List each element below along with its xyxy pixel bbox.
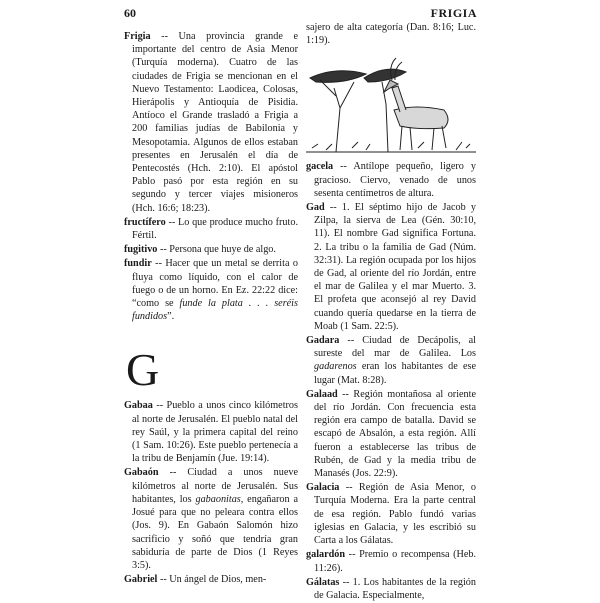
dictionary-entry (306, 576, 476, 602)
left-column (124, 30, 298, 587)
left-g-entries (124, 399, 298, 586)
entry-term: fundir (124, 258, 152, 270)
entry-italic-text: funde la plata . . . seréis fundidos (132, 298, 298, 323)
entry-definition: -- Ciudad a unos nueve kilómetros al norte de Jerusalén. Sus habitantes, los (132, 467, 298, 505)
tree-canopy-left (310, 71, 366, 83)
entry-term: Frigia (124, 31, 151, 42)
entry-term: Gabaón (124, 467, 159, 479)
entry-term: Galaad (306, 388, 338, 400)
entry-term: fructífero (124, 216, 166, 228)
dictionary-entry (124, 399, 298, 465)
dictionary-entry (306, 481, 476, 547)
entry-term: Gabriel (124, 574, 158, 586)
entry-definition: -- Persona que huye de algo. (157, 244, 276, 256)
gazelle-neck (392, 86, 406, 112)
entry-term: gacela (306, 161, 334, 173)
tree-canopy-right (364, 69, 406, 82)
dictionary-entry (306, 548, 476, 574)
entry-definition: -- Región de Asia Menor, o Turquía Moderna. Era la parte central de esa región. Pablo fundó varias iglesias en Galacia, y les escribió su Carta a los Gálatas. (314, 482, 476, 547)
entry-term: Gálatas (306, 576, 340, 588)
entry-definition-continued: ”. (167, 311, 175, 323)
entry-term: galardón (306, 549, 346, 561)
dictionary-entry (124, 466, 298, 572)
entry-definition: -- Región montañosa al oriente del río Jordán. Con frecuencia esta región era campo de batalla. David se escapó de Absalón, a esta región. Allí fueron a establecerse las tribus de Rubén, de Gad y la media tribu de Manasés (Jos. 22:9). (314, 388, 476, 480)
right-entries (306, 160, 476, 602)
entry-definition: -- Un ángel de Dios, men- (157, 574, 267, 586)
entry-definition-continued: engañaron a Josué para que no peleara contra ellos (Jos. 9). En Gabaón Salomón hizo sacrificio y soñó que tendría gran sabiduría de parte de Dios (1 Reyes 3:5). (132, 493, 298, 571)
tree-trunk-left (334, 88, 340, 152)
entry-definition: -- Ciudad de Decápolis, al sureste del mar de Galilea. Los (314, 335, 476, 360)
entry-italic-text: gadarenos (314, 361, 357, 373)
entry-definition: -- Pueblo a unos cinco kilómetros al norte de Jerusalén. El pueblo natal del rey Saúl, y la primera capital del reino (1 Sam. 10:26). Este pueblo pertenecía a la tribu de Benjamín (Jue. 19:14). (132, 400, 298, 465)
entry-definition: -- 1. El séptimo hijo de Jacob y Zilpa, la sierva de Lea (Gén. 30:10, 11). El nombre Gad significa Fortuna. 2. La tribu o la familia de Gad (Núm. 32:31). La región ocupada por los hijos de Gad, al oriente del río Jordán, entre el mar de Galilea y el mar Muerto. 3. El profeta que aconsejó al rey David cuando quería quedarse en la tierra de Moab (1 Sam. 22:5). (314, 202, 476, 332)
dictionary-entry (124, 257, 298, 323)
entry-definition: -- Hacer que un metal se derrita o fluya como líquido, con el calor de fuego o de un horno. En Ez. 22:22 dice: “como se (132, 258, 298, 310)
entry-definition: -- 1. Los habitantes de la región de Galacia. Especialmente, (314, 576, 476, 601)
dictionary-entry (306, 334, 476, 387)
tree-trunk-right (382, 82, 388, 152)
entry-term: Gadara (306, 335, 340, 347)
entry-definition: -- Antílope pequeño, ligero y gracioso. Ciervo, venado de unos sesenta centímetros de altura. (314, 161, 476, 199)
right-column (306, 21, 476, 603)
entry-definition: -- Premio o recompensa (Heb. 11:26). (314, 549, 476, 574)
section-letter-heading: G (126, 344, 160, 396)
entry-term: Gad (306, 202, 325, 214)
dictionary-entry (124, 30, 298, 215)
left-entries (124, 30, 298, 323)
dictionary-entry (306, 388, 476, 480)
dictionary-entry (124, 216, 298, 242)
entry-definition: -- Lo que produce mucho fruto. Fértil. (132, 216, 298, 242)
entry-term: Galacia (306, 482, 340, 494)
entry-definition-continued: eran los habitantes de ese lugar (Mat. 8:28). (314, 361, 476, 386)
dictionary-entry (306, 201, 476, 333)
entry-italic-text: gabaonitas, (195, 493, 244, 505)
entry-term: Gabaa (124, 400, 153, 412)
gazelle-illustration (306, 48, 476, 156)
continued-entry-text: sajero de alta categoría (Dan. 8:16; Luc. 1:19). (306, 22, 476, 47)
running-head: FRIGIA (430, 6, 477, 20)
entry-term: fugitivo (124, 244, 158, 256)
gazelle-legs (400, 126, 446, 150)
dictionary-entry (124, 573, 298, 586)
page-number: 60 (124, 6, 136, 20)
dictionary-entry (306, 160, 476, 200)
dictionary-entry (124, 243, 298, 256)
entry-definition: -- Una provincia grande e importante del centro de Asia Menor (Turquía moderna). Cuatro de las ciudades de Frigia se mencionan en el Nuevo Testamento: Laodicea, Colosas, Hierápolis y Antioquía de Pisidia. Antíoco el Grande trasladó a Frigia a 200 familias judías de Babilonia y Mesopotamia. Algunos de ellos estaban presentes en Jerusalén el día de Pentecostés (Hch. 2:10). El apóstol Pablo pasó por esta región en su segundo y tercer viajes misioneros (Hch. 16:6; 18:23). (132, 31, 298, 214)
